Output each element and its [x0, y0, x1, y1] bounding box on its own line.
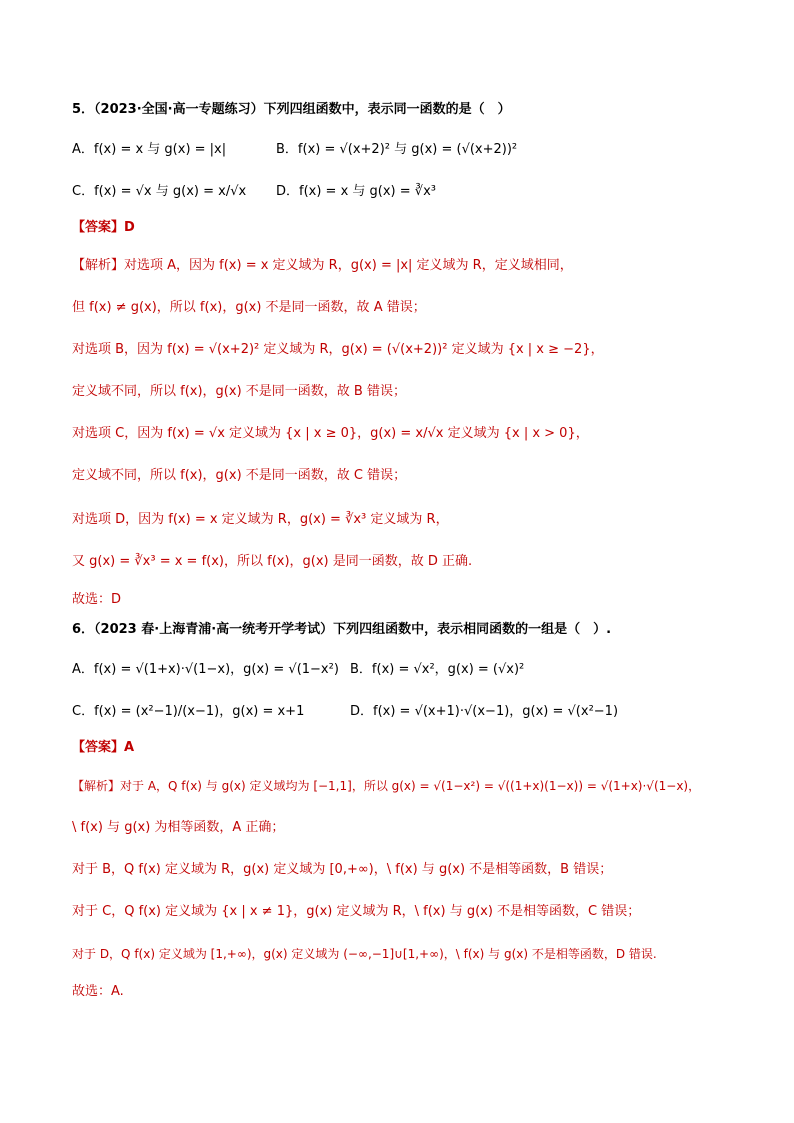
q6-analysis-line: 对于 D，Q f(x) 定义域为 [1,+∞)，g(x) 定义域为 (−∞,−1]∪[1,+∞)，\ f(x) 与 g(x) 不是相等函数，D 错误.	[72, 947, 657, 961]
q5-analysis-line: 对选项 D，因为 f(x) = x 定义域为 R，g(x) = ∛x³ 定义域为 R，	[72, 512, 449, 527]
q5-option-a: A．f(x) = x 与 g(x) = |x|	[72, 142, 227, 157]
q6-analysis-line: 对于 C，Q f(x) 定义域为 {x | x ≠ 1}，g(x) 定义域为 R，\ f(x) 与 g(x) 不是相等函数，C 错误；	[72, 904, 641, 919]
q5-choice: 故选：D	[72, 592, 122, 607]
q5-analysis-line: 定义域不同，所以 f(x)，g(x) 不是同一函数，故 C 错误；	[72, 468, 407, 483]
q5-analysis-line: 定义域不同，所以 f(x)，g(x) 不是同一函数，故 B 错误；	[72, 384, 406, 399]
q6-answer: 【答案】A	[72, 740, 135, 755]
q5-analysis-line: 【解析】对选项 A，因为 f(x) = x 定义域为 R，g(x) = |x| 定义域为 R，定义域相同，	[72, 258, 573, 273]
q6-header: 6．（2023 春·上海青浦·高一统考开学考试）下列四组函数中，表示相同函数的一组是（ ）.	[72, 622, 612, 637]
q5-header: 5．（2023·全国·高一专题练习）下列四组函数中，表示同一函数的是（ ）	[72, 102, 511, 117]
q6-option-d: D．f(x) = √(x+1)·√(x−1)，g(x) = √(x²−1)	[350, 704, 619, 719]
q5-analysis-line: 但 f(x) ≠ g(x)，所以 f(x)，g(x) 不是同一函数，故 A 错误；	[72, 300, 426, 315]
q5-option-c: C．f(x) = √x 与 g(x) = x/√x	[72, 184, 247, 199]
q5-analysis-line: 又 g(x) = ∛x³ = x = f(x)，所以 f(x)，g(x) 是同一函数，故 D 正确.	[72, 554, 473, 569]
q5-analysis-line: 对选项 B，因为 f(x) = √(x+2)² 定义域为 R，g(x) = (√(x+2))² 定义域为 {x | x ≥ −2}，	[72, 342, 604, 357]
q6-analysis-line: 【解析】对于 A，Q f(x) 与 g(x) 定义域均为 [−1,1]，所以 g(x) = √(1−x²) = √((1+x)(1−x)) = √(1+x)·√(1−x)，	[72, 779, 701, 793]
q6-analysis-line: 对于 B，Q f(x) 定义域为 R，g(x) 定义域为 [0,+∞)，\ f(x) 与 g(x) 不是相等函数，B 错误；	[72, 862, 613, 877]
q6-option-b: B．f(x) = √x²，g(x) = (√x)²	[350, 662, 525, 677]
q5-option-d: D．f(x) = x 与 g(x) = ∛x³	[276, 184, 436, 199]
q6-option-a: A．f(x) = √(1+x)·√(1−x)，g(x) = √(1−x²)	[72, 662, 339, 677]
q6-option-c: C．f(x) = (x²−1)/(x−1)，g(x) = x+1	[72, 704, 305, 719]
q5-option-b: B．f(x) = √(x+2)² 与 g(x) = (√(x+2))²	[276, 142, 518, 157]
q6-analysis-line: \ f(x) 与 g(x) 为相等函数，A 正确；	[72, 820, 285, 835]
q5-analysis-line: 对选项 C，因为 f(x) = √x 定义域为 {x | x ≥ 0}，g(x) = x/√x 定义域为 {x | x > 0}，	[72, 426, 589, 441]
q6-choice: 故选：A.	[72, 984, 124, 999]
q5-answer: 【答案】D	[72, 220, 135, 235]
